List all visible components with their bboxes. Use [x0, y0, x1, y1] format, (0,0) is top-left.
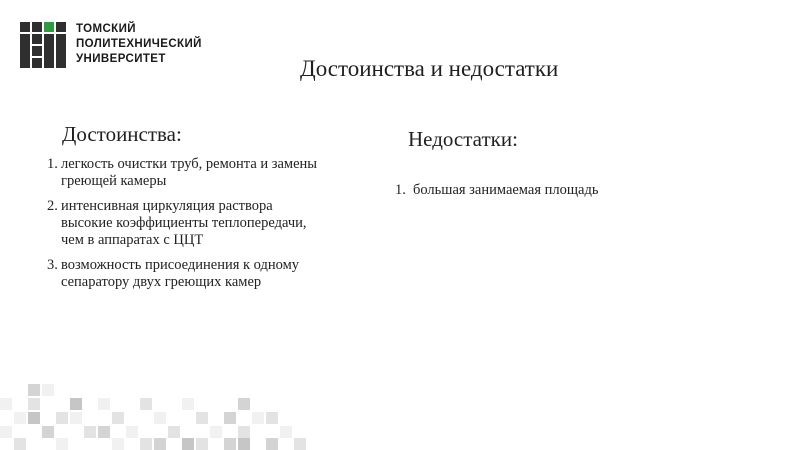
disadvantages-heading: Недостатки:: [408, 127, 518, 151]
item-text: легкость очистки труб, ремонта и замены греющей камеры: [61, 156, 318, 189]
item-number: 3.: [47, 257, 58, 273]
slide-title: Достоинства и недостатки: [300, 56, 559, 81]
logo-line-1: ТОМСКИЙ: [76, 23, 136, 35]
advantages-heading: Достоинства:: [62, 122, 182, 146]
logo-line-2: ПОЛИТЕХНИЧЕСКИЙ: [76, 38, 202, 50]
item-number: 2.: [47, 198, 58, 214]
university-logo: [20, 22, 202, 68]
item-text: большая занимаемая площадь: [413, 182, 599, 198]
list-item: [47, 257, 327, 291]
logo-mark-icon: [20, 22, 66, 68]
disadvantages-list: [395, 182, 755, 207]
item-number: 1.: [47, 156, 58, 172]
list-item: [395, 182, 755, 199]
advantages-list: [47, 156, 327, 299]
list-item: [47, 198, 327, 249]
item-number: 1.: [395, 182, 406, 198]
logo-text: [76, 22, 202, 67]
item-text: интенсивная циркуляция раствора высокие коэффициенты теплопередачи, чем в аппаратах с ЦЦТ: [61, 198, 307, 248]
decorative-pixel-pattern: [0, 378, 310, 450]
item-text: возможность присоединения к одному сепаратору двух греющих камер: [61, 257, 300, 290]
list-item: [47, 156, 327, 190]
logo-line-3: УНИВЕРСИТЕТ: [76, 53, 166, 65]
